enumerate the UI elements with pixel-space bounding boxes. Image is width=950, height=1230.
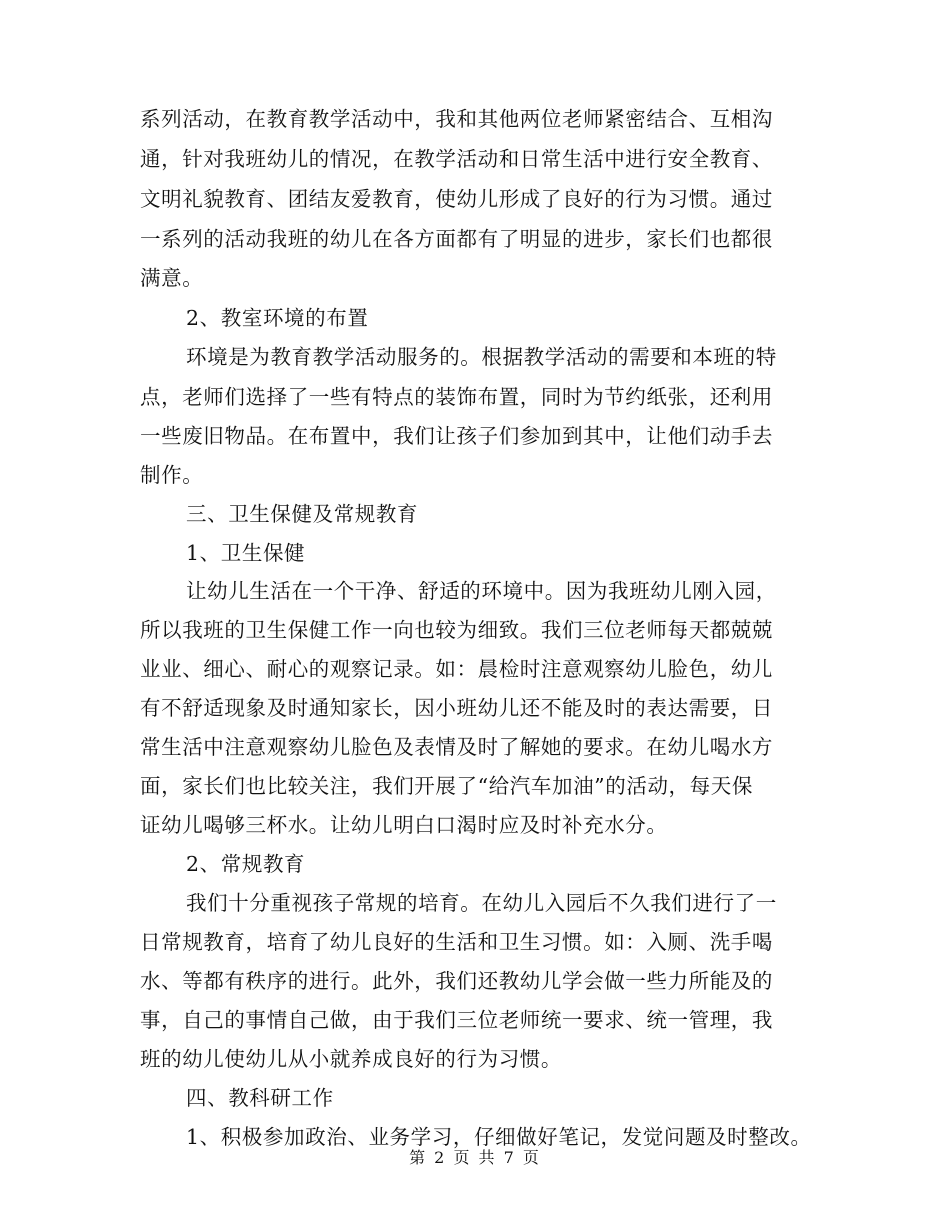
section-heading: 1、卫生保健 (186, 541, 306, 565)
section-heading: 2、教室环境的布置 (186, 306, 369, 330)
text-line: 业业、细心、耐心的观察记录。如：晨检时注意观察幼儿脸色，幼儿 (140, 657, 773, 681)
paragraph-first-line: 我们十分重视孩子常规的培育。在幼儿入园后不久我们进行了一 (186, 891, 777, 915)
text-line: 点，老师们选择了一些有特点的装饰布置，同时为节约纸张，还利用 (140, 385, 773, 409)
text-line: 通，针对我班幼儿的情况，在教学活动和日常生活中进行安全教育、 (140, 147, 773, 171)
text-line: 所以我班的卫生保健工作一向也较为细致。我们三位老师每天都兢兢 (140, 618, 773, 642)
section-heading: 四、教科研工作 (186, 1086, 334, 1110)
text-line: 一些废旧物品。在布置中，我们让孩子们参加到其中，让他们动手去 (140, 424, 773, 448)
text-line: 一系列的活动我班的幼儿在各方面都有了明显的进步，家长们也都很 (140, 227, 773, 251)
text-line: 证幼儿喝够三杯水。让幼儿明白口渴时应及时补充水分。 (140, 813, 668, 837)
section-heading: 2、常规教育 (186, 852, 306, 876)
section-heading: 三、卫生保健及常规教育 (186, 502, 419, 526)
paragraph-first-line: 环境是为教育教学活动服务的。根据教学活动的需要和本班的特 (186, 345, 777, 369)
text-line: 水、等都有秩序的进行。此外，我们还教幼儿学会做一些力所能及的 (140, 969, 773, 993)
text-line: 系列活动，在教育教学活动中，我和其他两位老师紧密结合、互相沟 (140, 107, 773, 131)
text-line: 制作。 (140, 463, 204, 487)
text-line: 满意。 (140, 266, 204, 290)
paragraph-first-line: 1、积极参加政治、业务学习，仔细做好笔记，发觉问题及时整改。 (186, 1125, 812, 1149)
page-number-footer: 第 2 页 共 7 页 (409, 1148, 541, 1167)
text-line: 常生活中注意观察幼儿脸色及表情及时了解她的要求。在幼儿喝水方 (140, 735, 773, 759)
text-line: 有不舒适现象及时通知家长，因小班幼儿还不能及时的表达需要，日 (140, 696, 773, 720)
paragraph-first-line: 让幼儿生活在一个干净、舒适的环境中。因为我班幼儿刚入园， (186, 579, 777, 603)
text-line: 面，家长们也比较关注，我们开展了“给汽车加油”的活动，每天保 (140, 774, 753, 798)
text-line: 文明礼貌教育、团结友爱教育，使幼儿形成了良好的行为习惯。通过 (140, 187, 773, 211)
text-line: 班的幼儿使幼儿从小就养成良好的行为习惯。 (140, 1047, 562, 1071)
text-line: 日常规教育，培育了幼儿良好的生活和卫生习惯。如：入厕、洗手喝 (140, 930, 773, 954)
text-line: 事，自己的事情自己做，由于我们三位老师统一要求、统一管理，我 (140, 1008, 773, 1032)
